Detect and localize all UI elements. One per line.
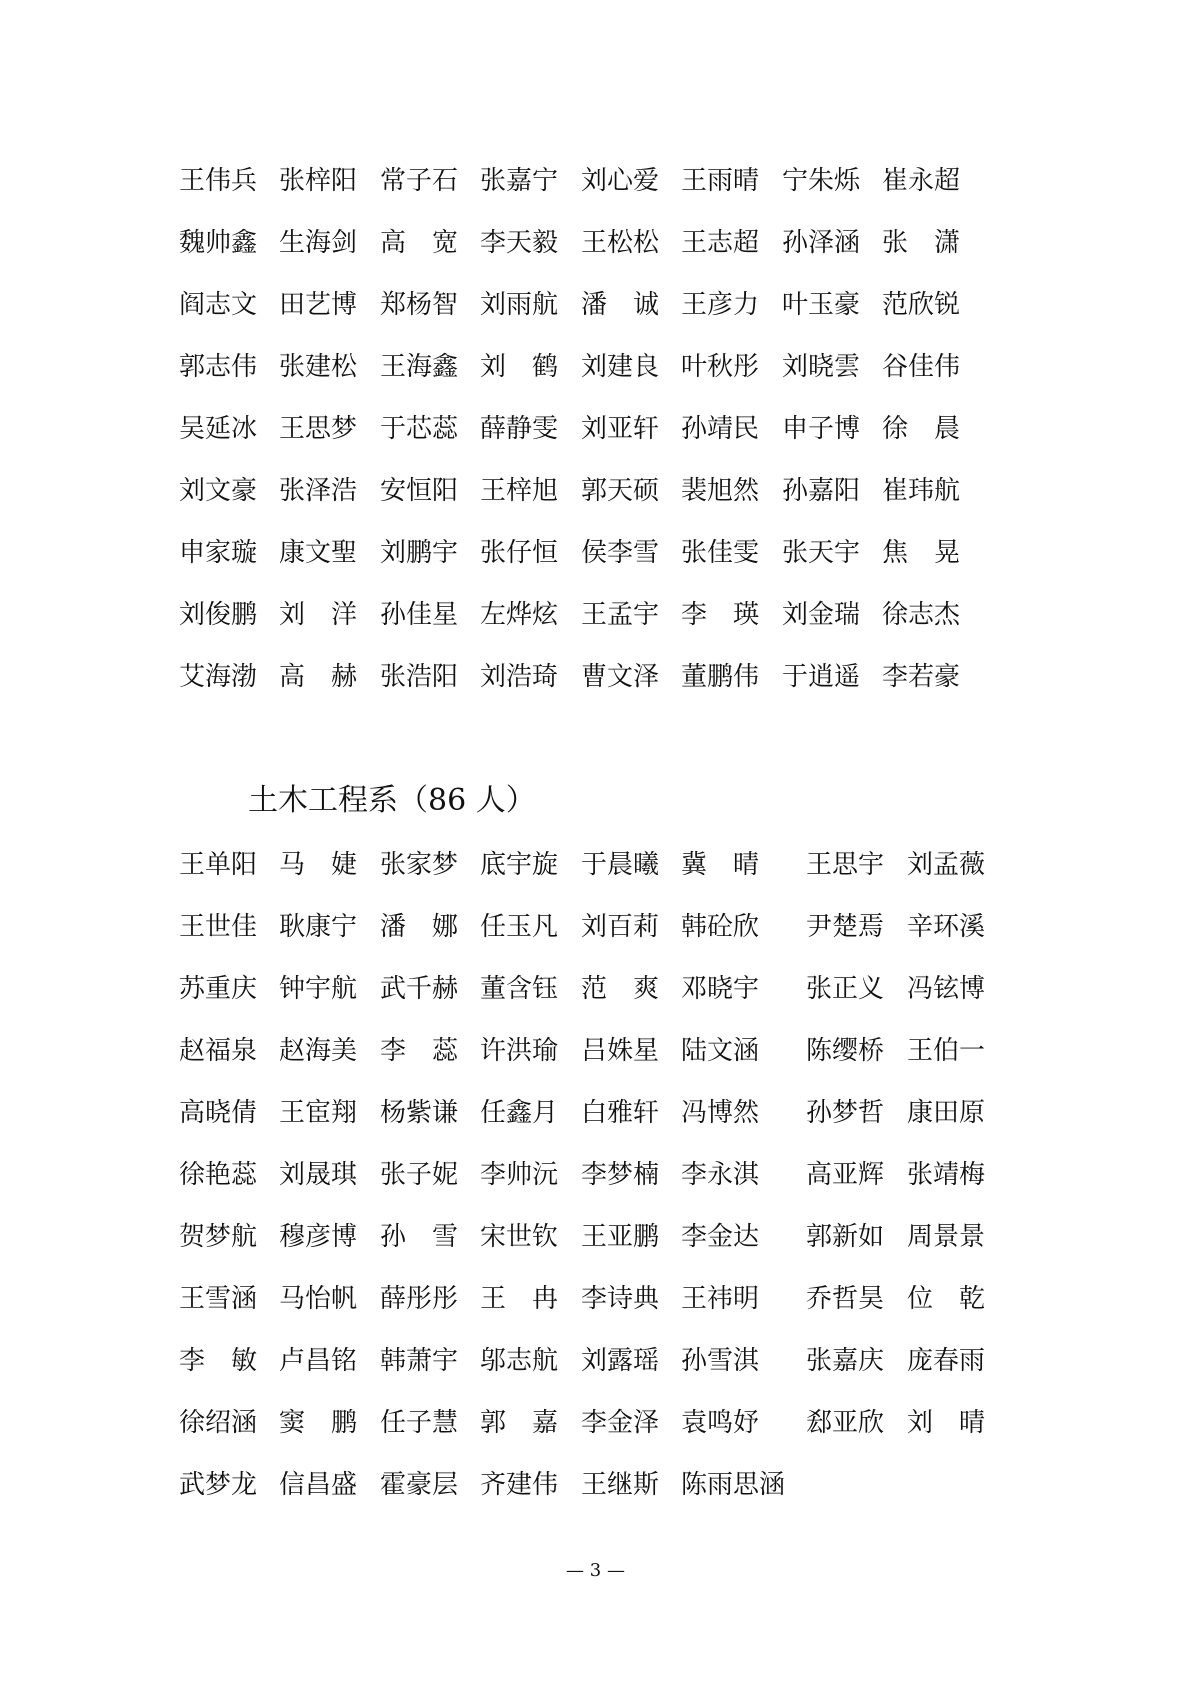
student-name: 宋世钦	[480, 1222, 559, 1252]
name-row	[179, 1454, 1071, 1516]
student-name: 崔玮航	[882, 476, 961, 506]
name-list-group-2	[179, 834, 1071, 1516]
student-name: 苏重庆	[179, 974, 258, 1004]
student-name: 王雨晴	[681, 166, 760, 196]
student-name: 张佳雯	[681, 538, 760, 568]
student-name: 李 敏	[179, 1346, 258, 1376]
name-row	[179, 212, 1071, 274]
student-name: 贺梦航	[179, 1222, 258, 1252]
student-name: 许洪瑜	[480, 1036, 559, 1066]
student-name: 刘雨航	[480, 290, 559, 320]
student-name: 王孟宇	[581, 600, 660, 630]
section-title: 土木工程系（86 人）	[248, 783, 536, 818]
student-name: 王松松	[581, 228, 660, 258]
student-name: 辛环溪	[907, 912, 986, 942]
student-name: 王继斯	[581, 1470, 660, 1500]
student-name: 董鹏伟	[681, 662, 760, 692]
name-row	[179, 522, 1071, 584]
name-row	[179, 1392, 1071, 1454]
student-name: 李梦楠	[581, 1160, 660, 1190]
student-name: 赵海美	[279, 1036, 358, 1066]
student-name: 郭新如	[806, 1222, 885, 1252]
student-name: 李金泽	[581, 1408, 660, 1438]
student-name: 位 乾	[907, 1284, 986, 1314]
student-name: 陈雨思涵	[681, 1470, 786, 1500]
student-name: 孙靖民	[681, 414, 760, 444]
student-name: 王 冉	[480, 1284, 559, 1314]
student-name: 赵福泉	[179, 1036, 258, 1066]
student-name: 周景景	[907, 1222, 986, 1252]
student-name: 裴旭然	[681, 476, 760, 506]
student-name: 张仔恒	[480, 538, 559, 568]
student-name: 李永淇	[681, 1160, 760, 1190]
student-name: 刘晓雲	[782, 352, 861, 382]
student-name: 范欣锐	[882, 290, 961, 320]
student-name: 薛彤彤	[380, 1284, 459, 1314]
name-row	[179, 584, 1071, 646]
student-name: 张嘉宁	[480, 166, 559, 196]
student-name: 刘亚轩	[581, 414, 660, 444]
student-name: 钟宇航	[279, 974, 358, 1004]
student-name: 曹文泽	[581, 662, 660, 692]
student-name: 徐 晨	[882, 414, 961, 444]
student-name: 张正义	[806, 974, 885, 1004]
student-name: 高 赫	[279, 662, 358, 692]
student-name: 任鑫月	[480, 1098, 559, 1128]
student-name: 张嘉庆	[806, 1346, 885, 1376]
student-name: 高亚辉	[806, 1160, 885, 1190]
student-name: 张梓阳	[279, 166, 358, 196]
student-name: 薛静雯	[480, 414, 559, 444]
student-name: 于芯蕊	[380, 414, 459, 444]
student-name: 董含钰	[480, 974, 559, 1004]
student-name: 李金达	[681, 1222, 760, 1252]
student-name: 王彦力	[681, 290, 760, 320]
student-name: 于逍遥	[782, 662, 861, 692]
student-name: 艾海渤	[179, 662, 258, 692]
student-name: 陆文涵	[681, 1036, 760, 1066]
student-name: 乔哲昊	[806, 1284, 885, 1314]
student-name: 于晨曦	[581, 850, 660, 880]
name-row	[179, 1020, 1071, 1082]
student-name: 张浩阳	[380, 662, 459, 692]
student-name: 王祎明	[681, 1284, 760, 1314]
student-name: 王单阳	[179, 850, 258, 880]
name-row	[179, 1330, 1071, 1392]
student-name: 张家梦	[380, 850, 459, 880]
student-name: 张建松	[279, 352, 358, 382]
student-name: 刘孟薇	[907, 850, 986, 880]
student-name: 郭志伟	[179, 352, 258, 382]
student-name: 徐绍涵	[179, 1408, 258, 1438]
student-name: 吕姝星	[581, 1036, 660, 1066]
student-name: 冯博然	[681, 1098, 760, 1128]
student-name: 王梓旭	[480, 476, 559, 506]
student-name: 申家璇	[179, 538, 258, 568]
name-row	[179, 1144, 1071, 1206]
student-name: 孙嘉阳	[782, 476, 861, 506]
name-row	[179, 460, 1071, 522]
student-name: 张子妮	[380, 1160, 459, 1190]
student-name: 王思梦	[279, 414, 358, 444]
student-name: 康田原	[907, 1098, 986, 1128]
student-name: 张天宇	[782, 538, 861, 568]
page-number: — 3 —	[566, 1560, 625, 1581]
student-name: 王雪涵	[179, 1284, 258, 1314]
name-row	[179, 1268, 1071, 1330]
student-name: 王志超	[681, 228, 760, 258]
student-name: 刘金瑞	[782, 600, 861, 630]
student-name: 郭天硕	[581, 476, 660, 506]
student-name: 刘百莉	[581, 912, 660, 942]
student-name: 庞春雨	[907, 1346, 986, 1376]
student-name: 底宇旋	[480, 850, 559, 880]
student-name: 邬志航	[480, 1346, 559, 1376]
student-name: 刘 洋	[279, 600, 358, 630]
student-name: 高晓倩	[179, 1098, 258, 1128]
student-name: 孙 雪	[380, 1222, 459, 1252]
student-name: 孙梦哲	[806, 1098, 885, 1128]
name-row	[179, 274, 1071, 336]
student-name: 王伯一	[907, 1036, 986, 1066]
name-row	[179, 398, 1071, 460]
student-name: 郑杨智	[380, 290, 459, 320]
student-name: 安恒阳	[380, 476, 459, 506]
student-name: 侯李雪	[581, 538, 660, 568]
student-name: 王伟兵	[179, 166, 258, 196]
student-name: 任玉凡	[480, 912, 559, 942]
name-row	[179, 336, 1071, 398]
student-name: 康文聖	[279, 538, 358, 568]
name-row	[179, 896, 1071, 958]
student-name: 吴延冰	[179, 414, 258, 444]
student-name: 任子慧	[380, 1408, 459, 1438]
student-name: 潘 娜	[380, 912, 459, 942]
student-name: 刘浩琦	[480, 662, 559, 692]
student-name: 高 宽	[380, 228, 459, 258]
student-name: 郄亚欣	[806, 1408, 885, 1438]
student-name: 郭 嘉	[480, 1408, 559, 1438]
student-name: 田艺博	[279, 290, 358, 320]
student-name: 叶秋彤	[681, 352, 760, 382]
student-name: 张靖梅	[907, 1160, 986, 1190]
student-name: 刘晟琪	[279, 1160, 358, 1190]
student-name: 刘 鹤	[480, 352, 559, 382]
student-name: 宁朱烁	[782, 166, 861, 196]
student-name: 徐志杰	[882, 600, 961, 630]
student-name: 王亚鹏	[581, 1222, 660, 1252]
name-row	[179, 1082, 1071, 1144]
student-name: 冯铉博	[907, 974, 986, 1004]
student-name: 刘 晴	[907, 1408, 986, 1438]
name-row	[179, 1206, 1071, 1268]
student-name: 孙佳星	[380, 600, 459, 630]
student-name: 邓晓宇	[681, 974, 760, 1004]
student-name: 李若豪	[882, 662, 961, 692]
student-name: 穆彦博	[279, 1222, 358, 1252]
student-name: 刘文豪	[179, 476, 258, 506]
student-name: 杨紫谦	[380, 1098, 459, 1128]
student-name: 崔永超	[882, 166, 961, 196]
student-name: 王思宇	[806, 850, 885, 880]
student-name: 陈缨桥	[806, 1036, 885, 1066]
student-name: 齐建伟	[480, 1470, 559, 1500]
student-name: 刘俊鹏	[179, 600, 258, 630]
student-name: 潘 诚	[581, 290, 660, 320]
student-name: 信昌盛	[279, 1470, 358, 1500]
student-name: 窦 鹏	[279, 1408, 358, 1438]
student-name: 马怡帆	[279, 1284, 358, 1314]
student-name: 刘露瑶	[581, 1346, 660, 1376]
student-name: 张 潇	[882, 228, 961, 258]
student-name: 叶玉豪	[782, 290, 861, 320]
student-name: 耿康宁	[279, 912, 358, 942]
student-name: 李 瑛	[681, 600, 760, 630]
student-name: 生海剑	[279, 228, 358, 258]
student-name: 孙雪淇	[681, 1346, 760, 1376]
student-name: 左烨炫	[480, 600, 559, 630]
name-row	[179, 150, 1071, 212]
student-name: 武梦龙	[179, 1470, 258, 1500]
student-name: 谷佳伟	[882, 352, 961, 382]
student-name: 刘建良	[581, 352, 660, 382]
student-name: 韩砼欣	[681, 912, 760, 942]
student-name: 王海鑫	[380, 352, 459, 382]
student-name: 王宦翔	[279, 1098, 358, 1128]
student-name: 刘鹏宇	[380, 538, 459, 568]
student-name: 李帅沅	[480, 1160, 559, 1190]
student-name: 王世佳	[179, 912, 258, 942]
student-name: 阎志文	[179, 290, 258, 320]
student-name: 白雅轩	[581, 1098, 660, 1128]
student-name: 申子博	[782, 414, 861, 444]
student-name: 魏帅鑫	[179, 228, 258, 258]
student-name: 李 蕊	[380, 1036, 459, 1066]
student-name: 尹楚焉	[806, 912, 885, 942]
student-name: 范 爽	[581, 974, 660, 1004]
student-name: 张泽浩	[279, 476, 358, 506]
name-row	[179, 834, 1071, 896]
student-name: 焦 晃	[882, 538, 961, 568]
student-name: 袁鸣妤	[681, 1408, 760, 1438]
student-name: 霍豪层	[380, 1470, 459, 1500]
student-name: 刘心爱	[581, 166, 660, 196]
student-name: 徐艳蕊	[179, 1160, 258, 1190]
name-row	[179, 646, 1071, 708]
student-name: 武千赫	[380, 974, 459, 1004]
student-name: 韩萧宇	[380, 1346, 459, 1376]
student-name: 卢昌铭	[279, 1346, 358, 1376]
student-name: 李天毅	[480, 228, 559, 258]
student-name: 李诗典	[581, 1284, 660, 1314]
student-name: 马 婕	[279, 850, 358, 880]
name-list-group-1	[179, 150, 1071, 708]
name-row	[179, 958, 1071, 1020]
student-name: 冀 晴	[681, 850, 760, 880]
student-name: 常子石	[380, 166, 459, 196]
student-name: 孙泽涵	[782, 228, 861, 258]
